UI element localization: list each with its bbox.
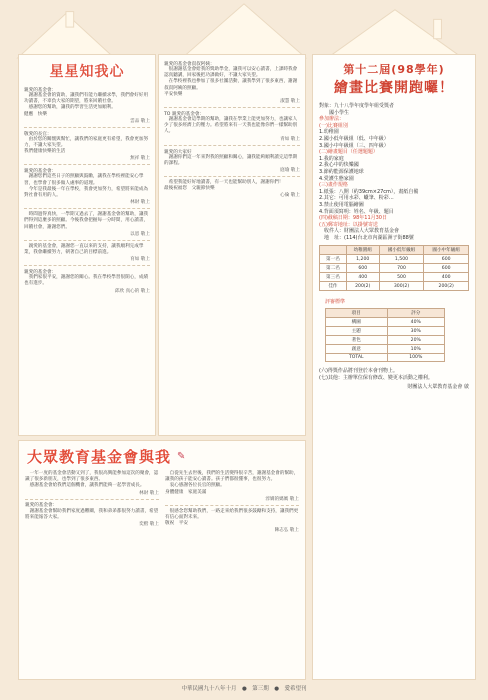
letter-salutation: 親愛的大家好 [164, 149, 192, 155]
contest-line: 對象：九十八學年度學年組受獎者 [319, 103, 395, 109]
judge-cell: 30% [387, 327, 444, 336]
prize-header-cell: 幼稚園組 [346, 246, 379, 255]
contest-line: 2.國小低年級組（低、中年級） [319, 135, 389, 142]
judge-table [325, 308, 445, 362]
prize-cell: 600 [424, 264, 469, 273]
contest-line: 1.我的家庭 [319, 155, 344, 162]
prize-row [320, 255, 469, 264]
prize-row [320, 264, 469, 273]
letter-signature: 淑慧 敬上 [280, 99, 300, 105]
judge-row [326, 327, 445, 336]
judge-row [326, 345, 445, 354]
section-title-fund: 大眾教育基金會與我 [27, 447, 172, 466]
contest-subtitle: 繪畫比賽開跑囉！ [334, 80, 454, 96]
judge-cell: 著色 [326, 336, 388, 345]
letter-signature: 心倫 敬上 [280, 193, 300, 199]
contest-line: 收件人：財團法人大眾教育基金會 [319, 228, 400, 235]
fund-section [18, 440, 306, 680]
contest-line: 地 址：(114)台北市內湖區洲子街88號 [319, 234, 414, 241]
prize-cell: 200(2) [424, 282, 469, 291]
letter-body: 很謝謝基金會給我的獎助學金，讓我可以安心讀書，上課時我會認真聽講，回家後把功課做好，不讓大家失望。 在學校裡我也參加了很多社團活動，讓我學到了很多東西，謝謝叔叔阿姨的照顧。 [164, 67, 298, 91]
letter-mid-1 [164, 61, 300, 104]
prize-cell: 700 [379, 264, 424, 273]
letter-signature: 以恩 敬上 [130, 231, 150, 237]
contest-line: (三)畫作規格 [319, 182, 348, 189]
letter-closing: 平安快樂 [164, 91, 183, 97]
contest-line: (二)繪畫題目（任選題題） [319, 149, 378, 156]
letter-body: 希望我能好好地讀書，有一天也能幫助別人，謝謝你們！ [164, 180, 284, 186]
contest-header [313, 55, 475, 97]
letter-salutation: 親愛的基金會： [24, 88, 57, 93]
letter-salutation: 親愛的基金會叔叔阿姨： [164, 62, 215, 67]
judge-cell: 主題 [326, 327, 388, 336]
judge-cell: 40% [387, 318, 444, 327]
letter-2 [24, 131, 150, 162]
letter-salutation: 親愛的基金會： [24, 169, 57, 175]
judge-cell: 10% [387, 345, 444, 354]
fund-letter-body-4: 很感念您幫助我們，一路走來給我們很多鼓勵和支持，讓我們更有信心面對未來。 [165, 508, 299, 521]
fund-letter-signature-4: 陳志弘 敬上 [274, 528, 299, 534]
contest-organizer: 財團法人大眾教育基金會 啟 [407, 384, 469, 391]
letter-6 [24, 269, 150, 293]
contest-line: (一)比賽組別 [319, 122, 348, 129]
judge-cell: 創意 [326, 345, 388, 354]
fund-letter-body-3: 自從先生去世後，我們的生活變得很辛苦，謝謝基金會的幫助，讓我的孩子能安心讀書。孩子們都很懂事，也很努力。 衷心感謝各位長官的照顧。 [165, 471, 299, 489]
fund-letter-body-2: 親愛的基金會： 謝謝基金會幫助我們家度過難關，我和弟弟都很努力讀書，希望將來能報答大家。 [25, 502, 159, 521]
judge-cell: 20% [387, 336, 444, 345]
fund-letter-signature: 林財 敬上 [139, 490, 159, 496]
contest-rules [313, 97, 475, 241]
judge-row [326, 354, 445, 362]
letter-mid-3 [164, 149, 300, 173]
contest-line: 參加辦法： [319, 116, 345, 123]
prize-cell: 200(2) [346, 282, 379, 291]
rooftop-illustration [0, 0, 488, 60]
prize-row [320, 273, 469, 282]
letter-signature: 邱欣 真心的 敬上 [114, 288, 150, 294]
letter-salutation: 敬愛的長官： [24, 131, 52, 137]
section-title-star: 星星知我心 [49, 64, 125, 80]
prize-cell: 600 [346, 264, 379, 273]
judge-cell: 100% [387, 354, 444, 362]
prize-cell: 佳作 [320, 282, 347, 291]
fund-letter-signature-2: 奕楷 敬上 [139, 522, 159, 528]
letter-salutation: 親愛的基金會： [24, 270, 57, 276]
letter-body: 由於您的關懷與幫忙，讓我們的家庭更有希望，我會更加努力，不讓大家失望。 [24, 136, 149, 149]
letter-1 [24, 87, 150, 124]
prize-cell: 第二名 [320, 264, 347, 273]
letter-body: 我們家很平安，謝謝您的關心。我在學校學習很開心，成績也有進步。 [24, 275, 149, 287]
judge-header-cell: 項目 [326, 309, 388, 318]
contest-line: 4.背面須寫明：姓名、年級、題目 [319, 208, 394, 215]
contest-line: 3.節約能源保護地球 [319, 168, 364, 175]
contest-line: (四)截稿日期：98年11月30日 [319, 215, 387, 222]
prize-cell: 第三名 [320, 273, 347, 282]
contest-line: 國小學生 [319, 109, 350, 116]
contest-line: 2.我心中的快樂國 [319, 162, 359, 169]
judge-title: 評審標準 [325, 299, 346, 306]
letter-signature: 雲品 敬上 [130, 118, 150, 124]
letter-4 [24, 212, 150, 237]
letter-body: 謝謝基金會這學期的幫助，讓我在學業上能更加努力，也讓家人少了很多經濟上的壓力。希望將來有一天我也能像你們一樣幫助別人。 [164, 117, 298, 135]
prize-cell: 400 [346, 273, 379, 282]
star-banner [19, 61, 155, 81]
contest-note-1: (六)得獎作品將刊登於本會刊物上。 [319, 368, 398, 375]
pencil-icon: ✎ [177, 450, 186, 462]
judge-header-cell: 評分 [387, 309, 444, 318]
judge-row [326, 318, 445, 327]
prize-cell: 300(2) [379, 282, 424, 291]
prize-cell: 1,200 [346, 255, 379, 264]
middle-letters-column [158, 54, 306, 436]
contest-line: 3.禁止使用電腦繪圖 [319, 201, 364, 208]
letter-mid-4 [164, 180, 300, 198]
fund-banner [19, 441, 305, 471]
prize-header-cell [320, 246, 347, 255]
letter-signature: 庭瑜 敬上 [280, 168, 300, 174]
prize-header-cell: 國小低年級組 [379, 246, 424, 255]
letter-5 [24, 244, 150, 262]
fund-letter-signature-3: 淳嬌的媽媽 敬上 [265, 496, 299, 502]
letter-closing: 健應 快樂 [24, 111, 47, 117]
contest-title: 第十二屆(98學年) [343, 63, 445, 76]
letter-salutation: TO 親愛的基金會： [164, 112, 205, 118]
letter-closing: 我們健康快樂的生活 [24, 149, 66, 155]
prize-cell: 400 [424, 273, 469, 282]
prize-table [319, 245, 469, 291]
contest-line: 1.幼稚園 [319, 129, 339, 136]
prize-cell: 600 [424, 255, 469, 264]
letter-closing: 最後祝福您 父親節快樂 [164, 186, 215, 192]
contest-line: 4.愛護生態家園 [319, 175, 354, 182]
prize-cell: 1,500 [379, 255, 424, 264]
prize-cell: 500 [379, 273, 424, 282]
letter-signature: 林財 敬上 [130, 200, 150, 206]
contest-column [312, 54, 476, 680]
letter-signature: 育如 敬上 [130, 257, 150, 263]
letter-mid-2 [164, 111, 300, 142]
left-letters-column [18, 54, 156, 436]
judge-cell: 構圖 [326, 318, 388, 327]
prize-header-cell: 國小中年級組 [424, 246, 469, 255]
contest-line: 1.紙張：八開（約39cm×27cm），畫紙自備 [319, 188, 419, 195]
contest-line: (五)郵寄地址：以掛號寄送 [319, 221, 378, 228]
letter-3 [24, 168, 150, 205]
prize-cell: 第一名 [320, 255, 347, 264]
letter-body: 親愛的基金會，謝謝您一直以來的支持，讓我順利完成學業，我會繼續努力，朝著自己的目標前進。 [24, 243, 144, 256]
judge-cell: TOTAL [326, 354, 388, 362]
letter-body: 謝謝您們這些日子的照顧與鼓勵，讓我在學校裡能安心學習，也學會了很多做人處事的道理。 今年是我最後一年在學校，我會更加努力，希望將來能成為對社會有用的人。 [24, 174, 149, 199]
prize-row [320, 282, 469, 291]
fund-letter-body: 一年一度的基金會活動又到了，我很高興能參加這次的聚會，認識了很多新朋友，也學到了很多東西。 感謝基金會給我們這個機會，讓我們能夠一起學習成長。 [25, 471, 159, 489]
judge-row [326, 336, 445, 345]
contest-note-2: (七)其他：主辦單位保有修改、變更本活動之權利。 [319, 374, 433, 381]
contest-line: 2.其它：可用水彩、蠟筆、粉彩… [319, 195, 394, 202]
letter-signature: 青如 敬上 [280, 136, 300, 142]
fund-letter-closing-3: 身體健康 家庭美滿 [165, 489, 207, 495]
letter-body: 時間過得真快，一學期又過去了，謝謝基金會的幫助，讓我們得到這麼多的照顧。今後我會把握每一分時間，用心讀書，回饋社會，謝謝您們。 [24, 212, 149, 230]
letter-body: 謝謝你們這一年來對我的照顧和關心，讓我能夠順利讀完這學期的課程。 [164, 154, 298, 166]
page-footer: 中華民國九十八年十月 ● 第三期 ● 愛希望刊 [181, 686, 307, 692]
letter-body: 謝謝基金會的資助，讓我們有能力繼續求學，我們會好好用功讀書，不辜負大家的期望，將來回饋社會。 感謝您的幫助，讓我的學習生活更加順利。 [24, 93, 149, 111]
contest-line: 3.國小中年級組（三、四年級） [319, 142, 389, 149]
fund-letter-closing-4: 敬祝 平安 [165, 521, 188, 527]
letter-signature: 無祥 敬上 [130, 156, 150, 162]
